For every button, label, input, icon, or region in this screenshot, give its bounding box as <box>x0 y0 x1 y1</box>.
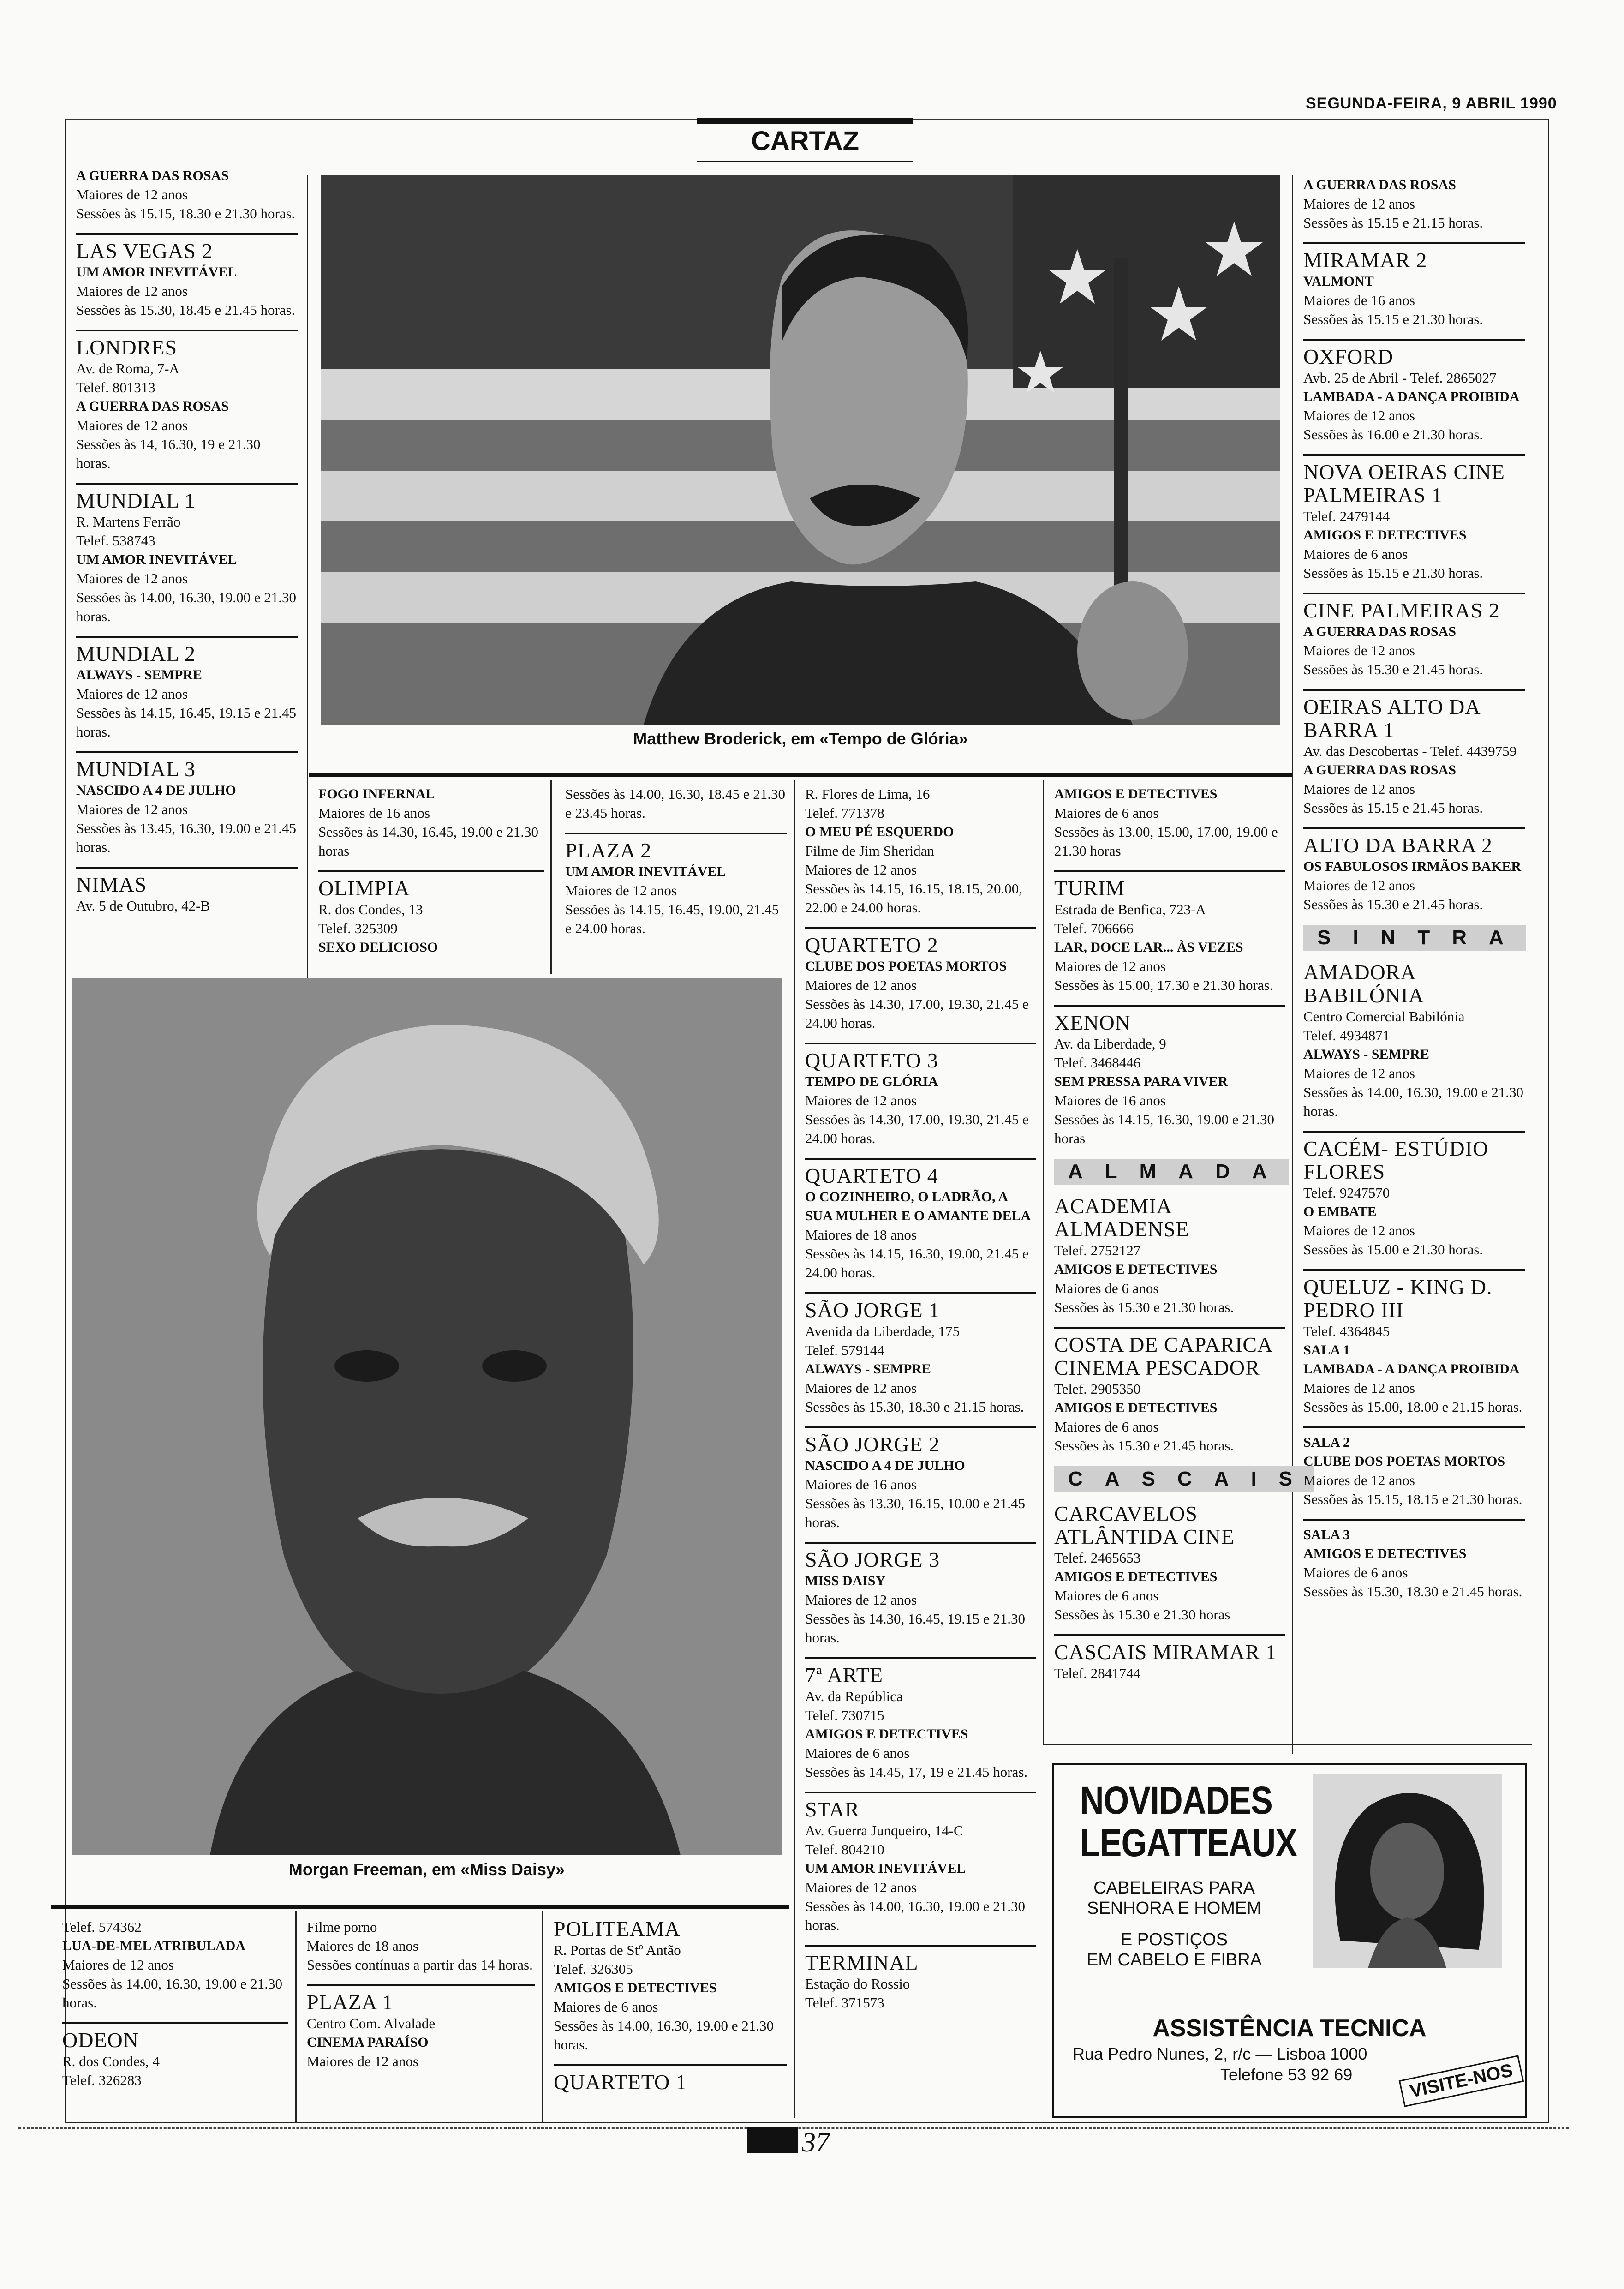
film-title: ALWAYS - SEMPRE <box>76 667 202 683</box>
cinema-address: Telef. 2465653 <box>1054 1550 1141 1566</box>
screening-info: Sessões às 14.00, 16.30, 19.00 e 21.30 horas. <box>62 1976 283 2011</box>
column-rule-7 <box>542 1911 543 2123</box>
cinema-entry <box>1303 1519 1525 1601</box>
cinema-entry <box>805 1542 1036 1647</box>
screening-info: Sessões às 14.15, 16.15, 18.15, 20.00, 22.00 e 24.00 horas. <box>805 881 1023 916</box>
screening-info: Maiores de 12 anos <box>1303 877 1415 893</box>
screening-info: Sessões às 14.15, 16.45, 19.00, 21.45 e 24.00 horas. <box>565 901 779 936</box>
screening-info: Maiores de 12 anos <box>805 862 917 878</box>
cinema-name: QUARTETO 1 <box>554 2070 687 2094</box>
film-title: NASCIDO A 4 DE JULHO <box>805 1458 965 1473</box>
screening-info: Maiores de 12 anos <box>62 1957 174 1973</box>
screening-info: Maiores de 12 anos <box>76 186 188 203</box>
film-title: VALMONT <box>1303 274 1374 289</box>
cinema-address: Av. da República <box>805 1688 903 1704</box>
cinema-entry <box>1054 1502 1285 1624</box>
flag-portrait-image <box>321 175 1280 725</box>
cinema-address: Av. de Roma, 7-A <box>76 360 179 377</box>
film-title: O EMBATE <box>1303 1204 1377 1219</box>
advertisement-legatteaux <box>1052 1763 1527 2118</box>
cinema-address: Av. da Liberdade, 9 <box>1054 1036 1166 1052</box>
film-title: UM AMOR INEVITÁVEL <box>805 1861 966 1876</box>
film-title: AMIGOS E DETECTIVES <box>1054 786 1218 802</box>
screening-info: Sessões às 13.30, 16.15, 10.00 e 21.45 horas. <box>805 1495 1026 1530</box>
cinema-entry <box>554 2064 787 2094</box>
film-title: UM AMOR INEVITÁVEL <box>565 864 726 879</box>
screening-info: Maiores de 16 anos <box>1303 292 1415 308</box>
screening-info: Sessões às 14.30, 17.00, 19.30, 21.45 e 24.00 horas. <box>805 1111 1029 1146</box>
screening-info: Maiores de 12 anos <box>805 1092 917 1109</box>
film-title: A GUERRA DAS ROSAS <box>1303 762 1456 778</box>
cinema-address: Centro Comercial Babilónia <box>1303 1008 1465 1025</box>
listing-bottom-b <box>307 1917 535 2081</box>
ad-phone: Telefone 53 92 69 <box>1220 2065 1353 2084</box>
page-number: 37 <box>802 2127 830 2157</box>
screening-info: Maiores de 6 anos <box>805 1745 910 1761</box>
cinema-address: Telef. 2479144 <box>1303 508 1390 524</box>
cinema-entry <box>62 2022 288 2090</box>
cinema-name: SÃO JORGE 1 <box>805 1298 940 1322</box>
screening-info: Maiores de 12 anos <box>1303 1380 1415 1396</box>
film-title: MISS DAISY <box>805 1573 886 1588</box>
cinema-address: Telef. 326283 <box>62 2072 142 2088</box>
screening-info: Maiores de 12 anos <box>76 570 188 587</box>
cinema-entry <box>554 1917 787 2054</box>
region-label-almada: ALMADA <box>1054 1159 1289 1185</box>
screening-info: Sessões às 15.15 e 21.30 horas. <box>1303 565 1483 581</box>
cinema-name: NIMAS <box>76 873 147 896</box>
screening-info: Sessões às 15.15, 18.30 e 21.30 horas. <box>76 205 295 222</box>
cinema-address: Telef. 771378 <box>805 805 884 821</box>
ad-title-1: NOVIDADES <box>1080 1779 1272 1822</box>
cinema-name: AMADORA BABILÓNIA <box>1303 960 1424 1007</box>
ad-visit-stamp: VISITE-NOS <box>1399 2055 1524 2107</box>
cinema-entry <box>1303 339 1525 444</box>
screening-info: Sessões às 15.15 e 21.30 horas. <box>1303 311 1483 327</box>
region-label-cascais: CASCAIS <box>1054 1466 1314 1492</box>
screening-info: Sessões às 15.30 e 21.45 horas. <box>1303 896 1483 912</box>
listing-bottom-a <box>62 1917 288 2100</box>
screening-info: Maiores de 6 anos <box>1054 1280 1159 1296</box>
cinema-name: CINE PALMEIRAS 2 <box>1303 599 1500 622</box>
cinema-entry <box>1303 689 1525 817</box>
screening-info: Maiores de 6 anos <box>1303 546 1408 562</box>
cinema-address: Telef. 706666 <box>1054 920 1134 936</box>
column-rule-1 <box>307 175 308 978</box>
ad-address: Rua Pedro Nunes, 2, r/c — Lisboa 1000 <box>1073 2044 1367 2063</box>
listing-bottom-c <box>554 1917 787 2104</box>
screening-info: Sessões às 15.00, 18.00 e 21.15 horas. <box>1303 1399 1522 1415</box>
cinema-name: PLAZA 2 <box>565 839 652 862</box>
cinema-name: CASCAIS MIRAMAR 1 <box>1054 1640 1277 1664</box>
listing-column-a <box>318 785 544 967</box>
ad-line-3: E POSTIÇOS <box>1120 1930 1228 1949</box>
column-rule-2 <box>1292 175 1293 1754</box>
cinema-name: POLITEAMA <box>554 1917 681 1941</box>
screening-info: Filme porno <box>307 1919 377 1935</box>
listing-column-1 <box>76 166 298 925</box>
screening-info: Maiores de 6 anos <box>1054 1588 1159 1604</box>
cinema-entry <box>1303 242 1525 329</box>
film-title: AMIGOS E DETECTIVES <box>1303 1546 1467 1561</box>
film-title: CINEMA PARAÍSO <box>307 2035 429 2050</box>
screening-info: Maiores de 18 anos <box>805 1227 917 1243</box>
cinema-address: Centro Com. Alvalade <box>307 2015 436 2031</box>
screening-info: Sessões às 15.00, 17.30 e 21.30 horas. <box>1054 977 1273 993</box>
cinema-address: Avb. 25 de Abril - Telef. 2865027 <box>1303 370 1497 386</box>
screening-info: Maiores de 12 anos <box>805 977 917 993</box>
cinema-entry <box>805 1043 1036 1148</box>
screening-info: Maiores de 12 anos <box>565 882 677 899</box>
cinema-address: Telef. 4934871 <box>1303 1027 1390 1043</box>
film-title: UM AMOR INEVITÁVEL <box>76 552 237 567</box>
cinema-address: Telef. 4364845 <box>1303 1323 1390 1339</box>
column-rule-5 <box>1043 780 1044 1744</box>
region-sintra <box>1303 924 1525 952</box>
screening-info: Sessões contínuas a partir das 14 horas. <box>307 1957 533 1973</box>
film-title: CLUBE DOS POETAS MORTOS <box>1303 1454 1505 1469</box>
screening-info: Sessões às 15.30 e 21.30 horas. <box>1054 1299 1234 1315</box>
cinema-name: PLAZA 1 <box>307 1990 394 2014</box>
cinema-entry <box>1303 593 1525 679</box>
cinema-entry <box>1054 1634 1285 1683</box>
col5-cascais <box>1054 1502 1285 1683</box>
photo-matthew-broderick <box>321 175 1280 725</box>
film-title: LUA-DE-MEL ATRIBULADA <box>62 1938 245 1953</box>
screening-info: Sessões às 15.30 e 21.45 horas. <box>1054 1438 1234 1454</box>
screening-info: Sessões às 15.00 e 21.30 horas. <box>1303 1241 1483 1258</box>
cinema-entry <box>76 636 298 741</box>
page-date: SEGUNDA-FEIRA, 9 ABRIL 1990 <box>1306 95 1557 112</box>
film-title: ALWAYS - SEMPRE <box>805 1361 931 1377</box>
cinema-address: Telef. 730715 <box>805 1707 884 1723</box>
screening-info: Maiores de 12 anos <box>307 2053 418 2069</box>
screening-info: Sessões às 14.45, 17, 19 e 21.45 horas. <box>805 1764 1028 1780</box>
film-title: A GUERRA DAS ROSAS <box>1303 177 1456 192</box>
col6-sintra <box>1303 961 1525 1601</box>
screening-info: Maiores de 6 anos <box>1054 1419 1159 1435</box>
cinema-address: Telef. 538743 <box>76 533 155 549</box>
cinema-name: TURIM <box>1054 876 1125 900</box>
film-title: O COZINHEIRO, O LADRÃO, A SUA MULHER E O AMANTE DELA <box>805 1189 1031 1223</box>
film-title: SALA 1 <box>1303 1342 1350 1358</box>
cinema-entry <box>307 1917 535 1974</box>
screening-info: Maiores de 6 anos <box>554 1999 658 2015</box>
film-title: AMIGOS E DETECTIVES <box>554 1980 717 1995</box>
photo-morgan-freeman <box>72 978 782 1855</box>
cinema-name: OLIMPIA <box>318 876 410 900</box>
cinema-address: Telef. 3468446 <box>1054 1055 1141 1071</box>
column-rule-6 <box>295 1911 297 2123</box>
cinema-entry <box>565 785 787 822</box>
cinema-address: Av. das Descobertas - Telef. 4439759 <box>1303 743 1517 759</box>
cinema-address: Telef. 574362 <box>62 1919 142 1935</box>
cinema-address: Telef. 325309 <box>318 920 398 936</box>
screening-info: Sessões às 14, 16.30, 19 e 21.30 horas. <box>76 436 261 471</box>
ad-line-1: CABELEIRAS PARA <box>1093 1878 1255 1898</box>
cinema-entry <box>805 1426 1036 1532</box>
screening-info: Maiores de 12 anos <box>1303 642 1415 659</box>
cinema-entry <box>76 751 298 857</box>
cinema-name: SÃO JORGE 2 <box>805 1432 940 1456</box>
screening-info: Maiores de 16 anos <box>1054 1092 1166 1109</box>
screening-info: Maiores de 12 anos <box>1303 781 1415 797</box>
film-title: AMIGOS E DETECTIVES <box>1054 1569 1218 1584</box>
screening-info: Sessões às 15.30, 18.45 e 21.45 horas. <box>76 302 295 318</box>
screening-info: Maiores de 12 anos <box>1303 196 1415 212</box>
cinema-name: CACÉM- ESTÚDIO FLORES <box>1303 1137 1489 1183</box>
cinema-address: Telef. 804210 <box>805 1841 884 1858</box>
screening-info: Sessões às 16.00 e 21.30 horas. <box>1303 426 1483 443</box>
listing-column-5 <box>1054 785 1315 1693</box>
column-rule-3 <box>550 780 552 974</box>
film-title: SALA 3 <box>1303 1527 1350 1542</box>
cinema-entry <box>805 1158 1036 1282</box>
cinema-entry <box>1303 827 1525 914</box>
screening-info: Sessões às 13.45, 16.30, 19.00 e 21.45 horas. <box>76 820 297 855</box>
cinema-address: R. Portas de Stº Antão <box>554 1942 681 1958</box>
screening-info: Maiores de 12 anos <box>1303 1222 1415 1239</box>
cinema-entry <box>1303 175 1525 232</box>
ad-service: ASSISTÊNCIA TECNICA <box>1152 2015 1427 2042</box>
screening-info: Maiores de 6 anos <box>1054 805 1159 821</box>
model-image <box>1313 1774 1502 1968</box>
screening-info: Maiores de 12 anos <box>1054 958 1166 974</box>
cinema-name: XENON <box>1054 1011 1131 1034</box>
film-title: AMIGOS E DETECTIVES <box>1054 1262 1218 1277</box>
ad-text-block <box>1063 1779 1297 1970</box>
cinema-name: QUARTETO 2 <box>805 933 938 957</box>
cinema-name: QUARTETO 3 <box>805 1049 938 1072</box>
cinema-entry <box>76 330 298 473</box>
cinema-entry <box>1054 1005 1285 1148</box>
screening-info: Maiores de 12 anos <box>1303 1472 1415 1488</box>
film-title: O MEU PÉ ESQUERDO <box>805 824 954 839</box>
cinema-entry <box>318 870 544 957</box>
cinema-name: MIRAMAR 2 <box>1303 248 1427 272</box>
cinema-address: Telef. 326305 <box>554 1961 633 1977</box>
caption-rule-top <box>309 773 1292 777</box>
listing-column-4 <box>805 785 1036 2022</box>
col5-almada <box>1054 1195 1285 1455</box>
cinema-entry <box>1054 870 1285 995</box>
screening-info: Sessões às 15.30 e 21.30 horas <box>1054 1606 1230 1623</box>
cinema-name: 7ª ARTE <box>805 1663 883 1687</box>
ad-model-photo <box>1313 1774 1502 1968</box>
cinema-name: ODEON <box>62 2028 139 2052</box>
cinema-name: SÃO JORGE 3 <box>805 1548 940 1571</box>
film-title: AMIGOS E DETECTIVES <box>1054 1400 1218 1415</box>
cinema-entry <box>1303 961 1525 1121</box>
cinema-name: QUARTETO 4 <box>805 1164 938 1187</box>
film-title: LAMBADA - A DANÇA PROIBIDA <box>1303 389 1520 404</box>
cinema-name: COSTA DE CAPARICA CINEMA PESCADOR <box>1054 1333 1272 1379</box>
cinema-entry <box>1303 1426 1525 1509</box>
screening-info: Sessões às 15.30, 18.30 e 21.45 horas. <box>1303 1583 1522 1600</box>
cinema-entry <box>805 1945 1036 2012</box>
cinema-name: TERMINAL <box>805 1951 919 1974</box>
screening-info: Sessões às 14.30, 16.45, 19.00 e 21.30 horas <box>318 824 539 859</box>
cinema-entry <box>76 166 298 223</box>
cinema-entry <box>805 1657 1036 1781</box>
ad-line-2: SENHORA E HOMEM <box>1087 1899 1261 1918</box>
screening-info: Sessões às 15.30 e 21.45 horas. <box>1303 661 1483 677</box>
screening-info: Maiores de 6 anos <box>1303 1564 1408 1581</box>
screening-info: Maiores de 12 anos <box>76 417 188 433</box>
cinema-entry <box>1303 454 1525 582</box>
film-title: A GUERRA DAS ROSAS <box>1303 624 1456 639</box>
screening-info: Sessões às 14.30, 17.00, 19.30, 21.45 e 24.00 horas. <box>805 996 1029 1031</box>
cinema-name: ACADEMIA ALMADENSE <box>1054 1194 1189 1241</box>
screening-info: Maiores de 18 anos <box>307 1938 418 1954</box>
cinema-address: Estrada de Benfica, 723-A <box>1054 901 1206 917</box>
cinema-address: Telef. 801313 <box>76 379 155 395</box>
cinema-address: R. Flores de Lima, 16 <box>805 786 930 802</box>
screening-info: Sessões às 14.15, 16.30, 19.00 e 21.30 horas <box>1054 1111 1275 1146</box>
cinema-address: Telef. 2905350 <box>1054 1381 1141 1397</box>
cinema-entry <box>62 1917 288 2012</box>
screening-info: Maiores de 16 anos <box>805 1476 917 1492</box>
cinema-name: MUNDIAL 3 <box>76 757 196 781</box>
ad-title-2: LEGATTEAUX <box>1080 1821 1297 1864</box>
screening-info: Maiores de 12 anos <box>76 801 188 817</box>
screening-info: Sessões às 14.00, 16.30, 18.45 e 21.30 e 23.45 horas. <box>565 786 786 821</box>
film-title: SALA 2 <box>1303 1435 1350 1450</box>
cinema-name: ALTO DA BARRA 2 <box>1303 833 1493 857</box>
cinema-name: CARCAVELOS ATLÂNTIDA CINE <box>1054 1502 1235 1548</box>
screening-info: Maiores de 12 anos <box>805 1592 917 1608</box>
film-title: AMIGOS E DETECTIVES <box>805 1726 968 1742</box>
photo-caption-broderick: Matthew Broderick, em «Tempo de Glória» <box>633 729 968 748</box>
film-title: SEM PRESSA PARA VIVER <box>1054 1074 1228 1089</box>
cinema-name: OEIRAS ALTO DA BARRA 1 <box>1303 695 1480 742</box>
listing-column-6 <box>1303 175 1525 1611</box>
film-title: A GUERRA DAS ROSAS <box>76 399 229 414</box>
screening-info: Sessões às 14.00, 16.30, 19.00 e 21.30 horas. <box>1303 1084 1524 1119</box>
ad-top-rule <box>1043 1744 1532 1745</box>
publication-logo <box>747 2127 798 2153</box>
film-title: CLUBE DOS POETAS MORTOS <box>805 959 1007 974</box>
cinema-name: OXFORD <box>1303 345 1394 368</box>
cinema-entry <box>1054 1327 1285 1455</box>
screening-info: Sessões às 14.15, 16.30, 19.00, 21.45 e 24.00 horas. <box>805 1246 1029 1281</box>
cinema-entry <box>805 1292 1036 1416</box>
cinema-address: Telef. 371573 <box>805 1995 884 2011</box>
film-title: A GUERRA DAS ROSAS <box>76 168 229 183</box>
screening-info: Maiores de 12 anos <box>1303 407 1415 424</box>
film-title: UM AMOR INEVITÁVEL <box>76 264 237 280</box>
cinema-address: Av. 5 de Outubro, 42-B <box>76 898 210 914</box>
cinema-name: STAR <box>805 1798 860 1821</box>
region-cascais <box>1054 1465 1315 1493</box>
cinema-name: LONDRES <box>76 336 178 359</box>
screening-info: Filme de Jim Sheridan <box>805 843 934 859</box>
cinema-address: Telef. 9247570 <box>1303 1185 1390 1201</box>
cinema-address: Estação do Rossio <box>805 1976 910 1992</box>
film-title: SEXO DELICIOSO <box>318 940 438 955</box>
cinema-entry <box>307 1984 535 2071</box>
film-title: ALWAYS - SEMPRE <box>1303 1047 1429 1062</box>
cinema-name: NOVA OEIRAS CINE PALMEIRAS 1 <box>1303 460 1505 507</box>
screening-info: Maiores de 12 anos <box>76 686 188 702</box>
cinema-address: R. dos Condes, 13 <box>318 901 423 917</box>
film-title: FOGO INFERNAL <box>318 786 435 802</box>
cinema-name: MUNDIAL 1 <box>76 489 196 512</box>
cinema-address: Telef. 2752127 <box>1054 1242 1141 1258</box>
screening-info: Sessões às 15.15 e 21.15 horas. <box>1303 215 1483 231</box>
cinema-entry <box>805 1792 1036 1935</box>
cinema-entry <box>76 867 298 915</box>
screening-info: Maiores de 12 anos <box>805 1879 917 1895</box>
screening-info: Sessões às 13.00, 15.00, 17.00, 19.00 e 21.30 horas <box>1054 824 1278 859</box>
cinema-entry <box>1054 1195 1285 1317</box>
col6-oeiras <box>1303 175 1525 914</box>
cinema-entry <box>76 233 298 319</box>
cinema-address: Av. Guerra Junqueiro, 14-C <box>805 1822 963 1839</box>
cinema-entry <box>1303 1269 1525 1416</box>
cinema-entry <box>565 833 787 938</box>
screening-info: Maiores de 12 anos <box>76 283 188 299</box>
cinema-name: QUELUZ - KING D. PEDRO III <box>1303 1275 1493 1322</box>
cinema-entry <box>1303 1131 1525 1259</box>
listing-column-b <box>565 785 787 948</box>
cinema-entry <box>318 785 544 860</box>
screening-info: Sessões às 15.30, 18.30 e 21.15 horas. <box>805 1399 1024 1415</box>
cinema-address: Telef. 579144 <box>805 1342 884 1358</box>
column-rule-4 <box>794 780 795 2118</box>
cinema-entry <box>805 785 1036 917</box>
film-title: TEMPO DE GLÓRIA <box>805 1074 938 1089</box>
cinema-entry <box>76 483 298 626</box>
screening-info: Sessões às 14.00, 16.30, 19.00 e 21.30 horas. <box>805 1898 1026 1933</box>
cinema-entry <box>805 927 1036 1032</box>
film-title: NASCIDO A 4 DE JULHO <box>76 783 236 798</box>
ad-line-4: EM CABELO E FIBRA <box>1086 1950 1262 1970</box>
screening-info: Sessões às 15.15 e 21.45 horas. <box>1303 800 1483 816</box>
film-title: LAR, DOCE LAR... ÀS VEZES <box>1054 940 1243 955</box>
film-title: OS FABULOSOS IRMÃOS BAKER <box>1303 859 1522 874</box>
cinema-entry <box>1054 785 1285 860</box>
cinema-address: Telef. 2841744 <box>1054 1665 1141 1681</box>
film-title: AMIGOS E DETECTIVES <box>1303 527 1467 543</box>
region-almada <box>1054 1158 1289 1186</box>
film-title: LAMBADA - A DANÇA PROIBIDA <box>1303 1361 1520 1377</box>
cinema-address: Avenida da Liberdade, 175 <box>805 1323 960 1339</box>
screening-info: Maiores de 16 anos <box>318 805 430 821</box>
screening-info: Sessões às 14.00, 16.30, 19.00 e 21.30 horas. <box>76 589 297 624</box>
region-label-sintra: SINTRA <box>1303 925 1526 951</box>
cinema-name: MUNDIAL 2 <box>76 642 196 665</box>
screening-info: Maiores de 12 anos <box>1303 1065 1415 1081</box>
col5-lisboa <box>1054 785 1285 1148</box>
cinema-address: R. Martens Ferrão <box>76 514 181 530</box>
cinema-address: R. dos Condes, 4 <box>62 2053 160 2069</box>
screening-info: Sessões às 14.00, 16.30, 19.00 e 21.30 horas. <box>554 2018 774 2053</box>
portrait-image <box>72 978 782 1855</box>
screening-info: Maiores de 12 anos <box>805 1380 917 1396</box>
screening-info: Sessões às 15.15, 18.15 e 21.30 horas. <box>1303 1491 1522 1507</box>
screening-info: Sessões às 14.30, 16.45, 19.15 e 21.30 horas. <box>805 1611 1026 1646</box>
photo-caption-freeman: Morgan Freeman, em «Miss Daisy» <box>288 1860 565 1879</box>
screening-info: Sessões às 14.15, 16.45, 19.15 e 21.45 horas. <box>76 705 297 740</box>
caption-rule-left <box>51 1905 789 1909</box>
cinema-name: LAS VEGAS 2 <box>76 239 213 263</box>
section-title: CARTAZ <box>751 126 860 156</box>
